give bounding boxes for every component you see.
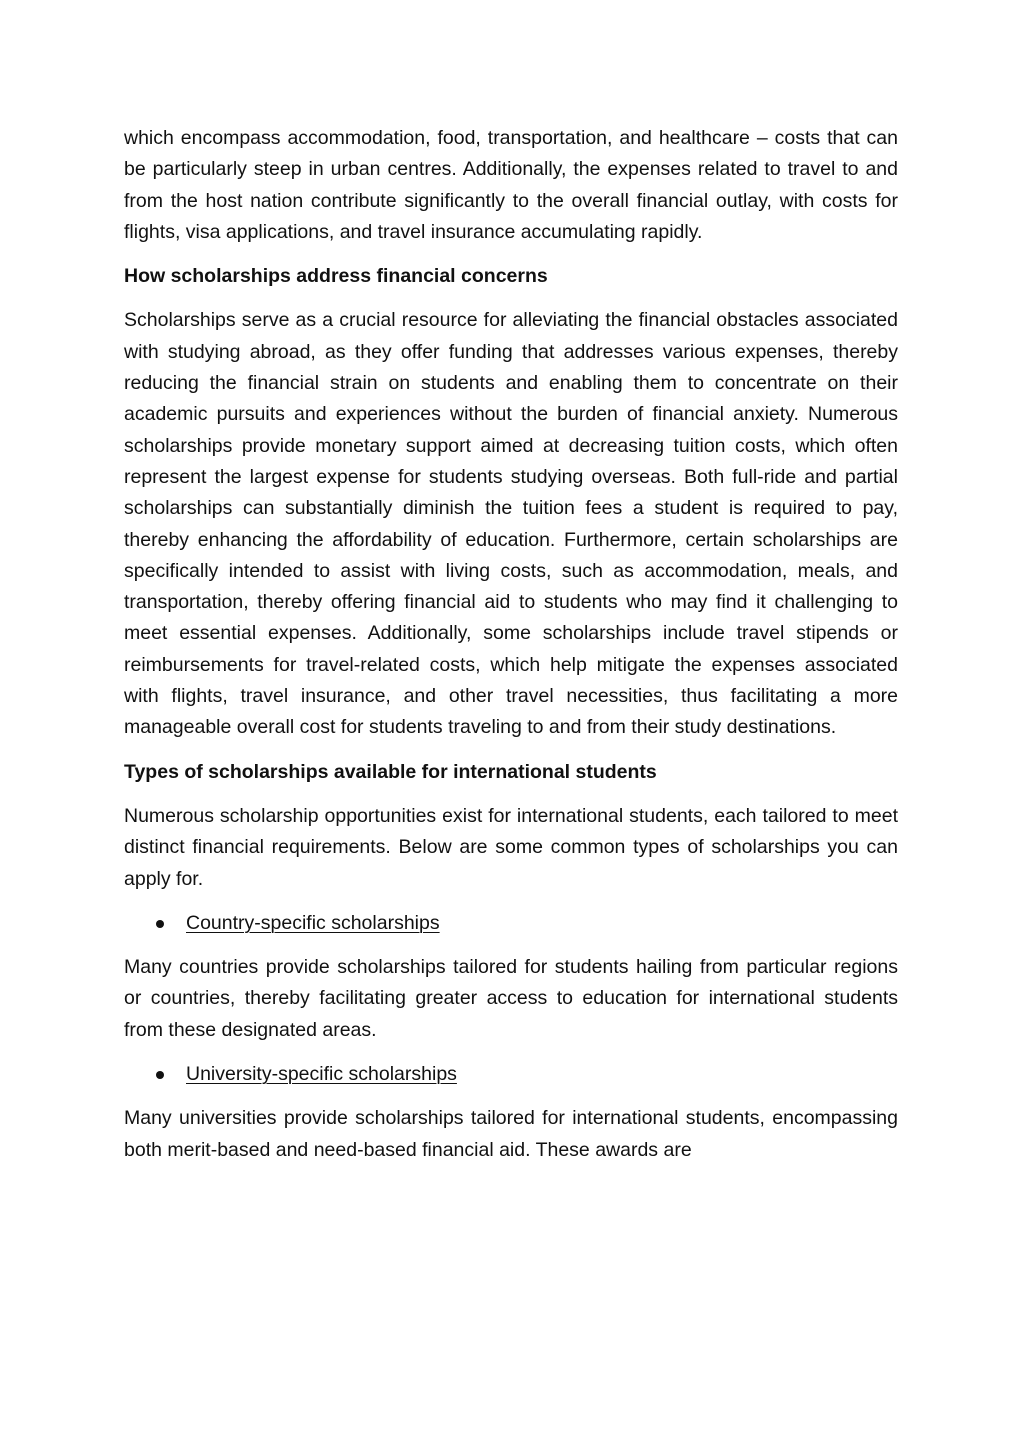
bullet-dot-icon bbox=[156, 1071, 164, 1079]
intro-paragraph: which encompass accommodation, food, transportation, and healthcare – costs that can be particularly steep in urban centres. Additionally, the expenses related to travel to and from the host nation contribute significantly to the overall financial outlay, with costs for flights, visa applications, and travel insurance accumulating rapidly. bbox=[124, 127, 898, 243]
section-heading-financial-concerns: How scholarships address financial concerns bbox=[124, 265, 548, 288]
bullet-dot-icon bbox=[156, 920, 164, 928]
country-specific-paragraph: Many countries provide scholarships tailored for students hailing from particular regions or countries, thereby facilitating greater access to education for international students from these designated areas. bbox=[124, 956, 898, 1041]
bullet-item-university-specific bbox=[124, 1059, 898, 1090]
university-specific-paragraph: Many universities provide scholarships tailored for international students, encompassing both merit-based and need-based financial aid. These awards are bbox=[124, 1107, 898, 1161]
bullet-item-country-specific bbox=[124, 908, 898, 939]
financial-concerns-paragraph: Scholarships serve as a crucial resource for alleviating the financial obstacles associated with studying abroad, as they offer funding that addresses various expenses, thereby reducing the financial strain on students and enabling them to concentrate on their academic pursuits and experiences without the burden of financial anxiety. Numerous scholarships provide monetary support aimed at decreasing tuition costs, which often represent the largest expense for students studying overseas. Both full-ride and partial scholarships can substantially diminish the tuition fees a student is required to pay, thereby enhancing the affordability of education. Furthermore, certain scholarships are specifically intended to assist with living costs, such as accommodation, meals, and transportation, thereby offering financial aid to students who may find it challenging to meet essential expenses. Additionally, some scholarships include travel stipends or reimbursements for travel-related costs, which help mitigate the expenses associated with flights, travel insurance, and other travel necessities, thus facilitating a more manageable overall cost for students traveling to and from their study destinations. bbox=[124, 309, 898, 739]
document-page bbox=[124, 123, 898, 1179]
bullet-label-university-specific: University-specific scholarships bbox=[186, 1063, 457, 1086]
bullet-label-country-specific: Country-specific scholarships bbox=[186, 911, 440, 934]
scholarship-types-paragraph: Numerous scholarship opportunities exist for international students, each tailored to meet distinct financial requirements. Below are some common types of scholarships you can apply for. bbox=[124, 804, 898, 890]
section-heading-scholarship-types: Types of scholarships available for international students bbox=[124, 760, 657, 783]
